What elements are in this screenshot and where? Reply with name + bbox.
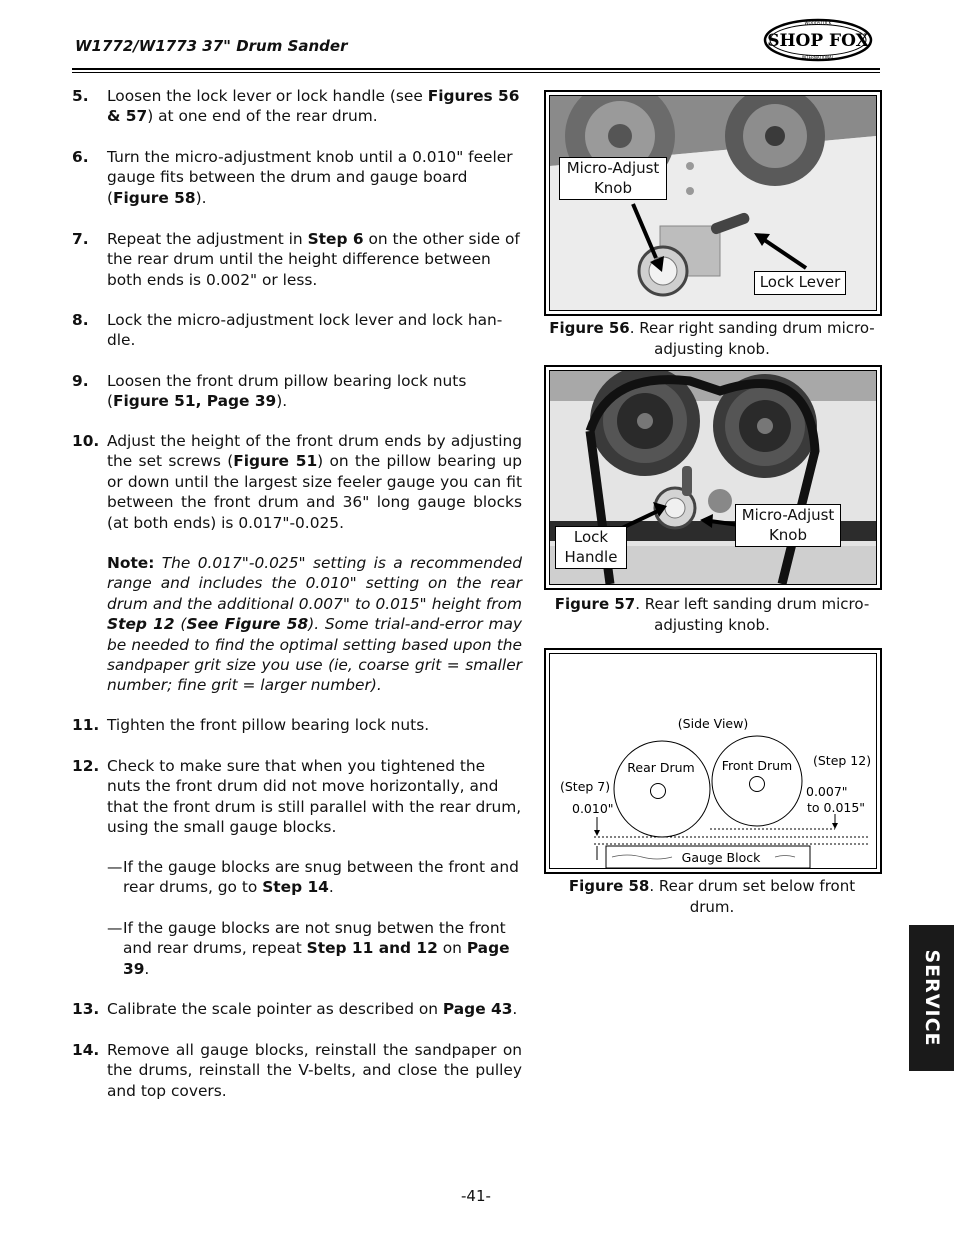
section-tab-label: SERVICE bbox=[920, 949, 943, 1047]
step-number: 9. bbox=[72, 372, 89, 390]
micro-adjust-knob-label-2: Micro-Adjust Knob bbox=[735, 504, 841, 547]
header-rule-thin bbox=[72, 72, 880, 73]
step-number: 6. bbox=[72, 148, 89, 166]
sub-text: If the gauge blocks are snug between the front and rear drums, go to Step 14. bbox=[123, 858, 519, 897]
step-text: Loosen the lock lever or lock handle (see Figures 56 & 57) at one end of the rear drum. bbox=[107, 87, 520, 126]
svg-text:WOODSTOCK: WOODSTOCK bbox=[804, 20, 832, 26]
note-text: Note: The 0.017"-0.025" setting is a recommended range and includes the 0.010" setting on the rear drum and the additional 0.007" to 0.015" height from Step 12 (See Figure 58). Some trial-and-error may be needed to find the optimal setting based upon the sandpaper grit size you use (ie, coarse grit = smaller number; fine grit = larger number). bbox=[107, 554, 522, 695]
step-number: 14. bbox=[72, 1041, 100, 1059]
step-number: 11. bbox=[72, 716, 100, 734]
step-text: Remove all gauge blocks, reinstall the sandpaper on the drums, reinstall the V-belts, and close the pulley and top covers. bbox=[107, 1041, 522, 1100]
step-number: 12. bbox=[72, 757, 100, 775]
step-12-label: (Step 12) bbox=[813, 753, 872, 768]
rear-drum-label: Rear Drum bbox=[627, 760, 695, 775]
lock-handle-label: Lock Handle bbox=[555, 526, 627, 569]
step-text: Turn the micro-adjustment knob until a 0.010" feeler gauge fits between the drum and gauge board (Figure 58). bbox=[107, 148, 513, 207]
front-drum-axle bbox=[750, 777, 765, 792]
dash: — bbox=[107, 919, 123, 937]
svg-text:INTERNATIONAL: INTERNATIONAL bbox=[801, 55, 835, 60]
section-tab-service bbox=[909, 925, 954, 1071]
step-text: Lock the micro-adjustment lock lever and lock han-dle. bbox=[107, 311, 503, 350]
dash: — bbox=[107, 858, 123, 876]
front-drum-label: Front Drum bbox=[721, 758, 793, 773]
page-number: -41- bbox=[461, 1187, 491, 1205]
step-7-label: (Step 7) bbox=[560, 779, 611, 794]
figure-56-caption: Figure 56. Rear right sanding drum micro- adjusting knob. bbox=[549, 319, 875, 358]
gauge-block-label: Gauge Block bbox=[681, 850, 761, 865]
step-number: 13. bbox=[72, 1000, 100, 1018]
step-number: 8. bbox=[72, 311, 89, 329]
micro-adjust-knob-label: Micro-Adjust Knob bbox=[559, 157, 667, 200]
side-view-label: (Side View) bbox=[677, 716, 749, 731]
figure-58-caption: Figure 58. Rear drum set below front drum. bbox=[568, 877, 856, 916]
step-number: 7. bbox=[72, 230, 89, 248]
lock-lever-label: Lock Lever bbox=[754, 271, 846, 295]
step-number: 5. bbox=[72, 87, 89, 105]
step-text: Adjust the height of the front drum ends by adjusting the set screws (Figure 51) on the pillow bearing up or down until the largest size feeler gauge you can fit between the front drum and 36" long gauge blocks (at both ends) is 0.017"-0.025. bbox=[107, 432, 522, 532]
step-text: Check to make sure that when you tightened the nuts the front drum did not move horizontally, and that the front drum is still parallel with the rear drum, using the small gauge blocks. bbox=[107, 757, 522, 837]
header-rule bbox=[72, 68, 880, 70]
rear-drum-circle bbox=[614, 741, 710, 837]
figure-58 bbox=[544, 648, 882, 874]
shop-fox-logo bbox=[763, 18, 873, 62]
front-drum-circle bbox=[712, 736, 802, 826]
step-text: Tighten the front pillow bearing lock nuts. bbox=[107, 716, 430, 734]
svg-text:SHOP FOX: SHOP FOX bbox=[767, 31, 869, 51]
rear-drum-axle bbox=[651, 784, 666, 799]
step-text: Loosen the front drum pillow bearing lock nuts (Figure 51, Page 39). bbox=[107, 372, 467, 411]
step-text: Calibrate the scale pointer as described on Page 43. bbox=[107, 1000, 518, 1018]
rear-gap-label: 0.010" bbox=[572, 801, 614, 816]
figure-58-diagram bbox=[550, 654, 876, 868]
sub-text: If the gauge blocks are not snug betwen the front and rear drums, repeat Step 11 and 12 on Page 39. bbox=[123, 919, 510, 978]
front-gap-label-a: 0.007" bbox=[806, 784, 848, 799]
document-title: W1772/W1773 37" Drum Sander bbox=[75, 37, 348, 55]
step-number: 10. bbox=[72, 432, 100, 450]
figure-57-caption: Figure 57. Rear left sanding drum micro- adjusting knob. bbox=[554, 595, 870, 634]
step-text: Repeat the adjustment in Step 6 on the other side of the rear drum until the height difference between both ends is 0.002" or less. bbox=[107, 230, 520, 289]
front-gap-label-b: to 0.015" bbox=[807, 800, 866, 815]
